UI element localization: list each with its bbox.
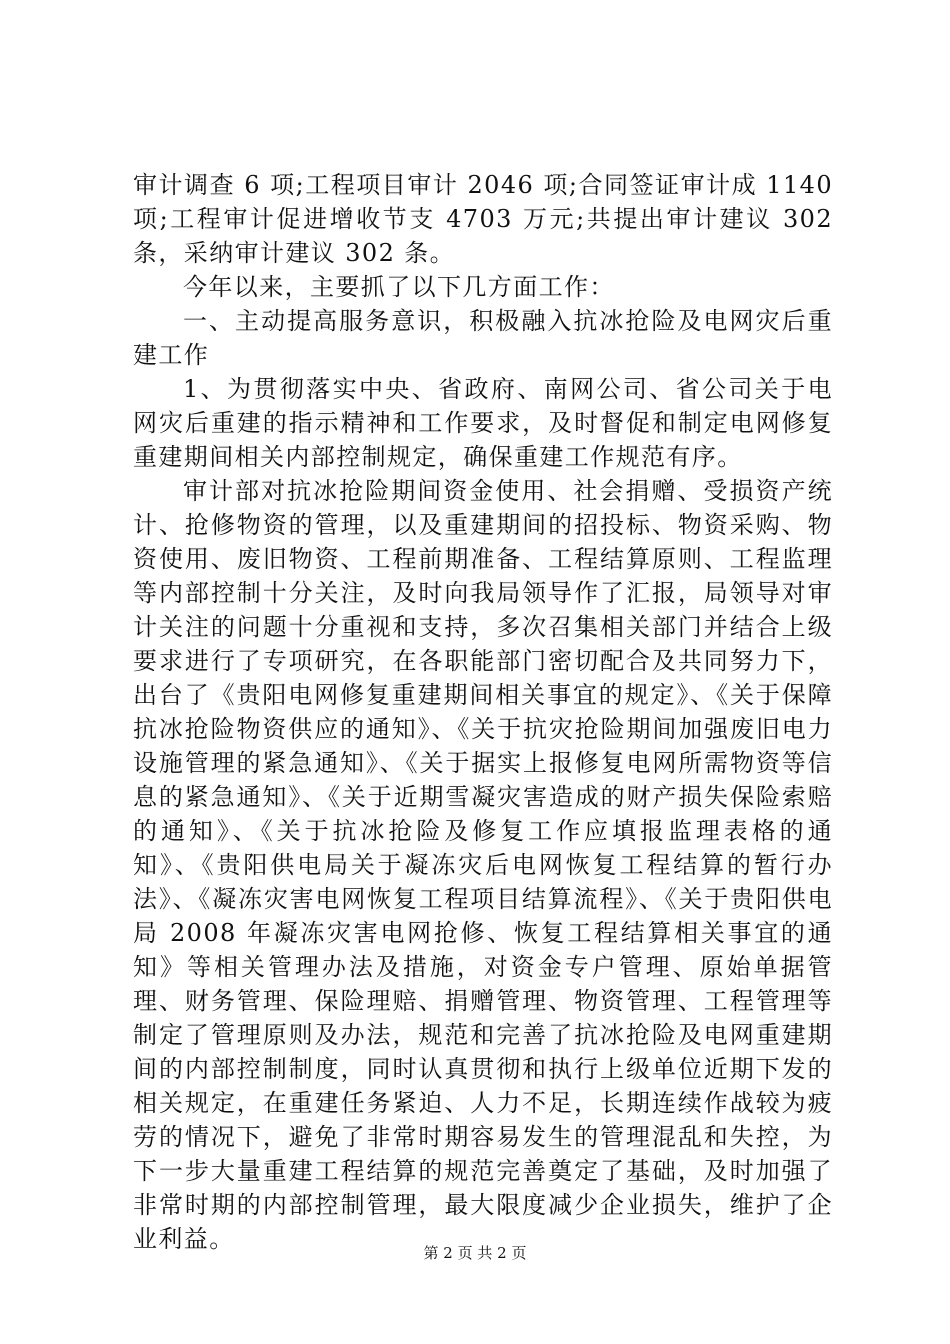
page-footer: [0, 1243, 950, 1263]
page-number: 第 2 页: [423, 1244, 473, 1262]
page-total: 共 2 页: [477, 1244, 527, 1262]
paragraph-intro: 今年以来，主要抓了以下几方面工作：: [183, 273, 615, 301]
section-heading-1: 一、主动提高服务意识，积极融入抗冰抢险及电网灾后重建工作: [133, 307, 833, 369]
paragraph-item-1: 1、为贯彻落实中央、省政府、南网公司、省公司关于电网灾后重建的指示精神和工作要求，及时督促和制定电网修复重建期间相关内部控制规定，确保重建工作规范有序。: [133, 375, 833, 471]
document-body: [133, 168, 833, 1256]
paragraph-audit-statistics: 审计调查 6 项;工程项目审计 2046 项;合同签证审计成 1140 项;工程审计促进增收节支 4703 万元;共提出审计建议 302 条，采纳审计建议 302 条。: [133, 171, 833, 267]
paragraph-audit-details: 审计部对抗冰抢险期间资金使用、社会捐赠、受损资产统计、抢修物资的管理，以及重建期间的招投标、物资采购、物资使用、废旧物资、工程前期准备、工程结算原则、工程监理等内部控制十分关注，及时向我局领导作了汇报，局领导对审计关注的问题十分重视和支持，多次召集相关部门并结合上级要求进行了专项研究，在各职能部门密切配合及共同努力下，出台了《贵阳电网修复重建期间相关事宜的规定》、《关于保障抗冰抢险物资供应的通知》、《关于抗灾抢险期间加强废旧电力设施管理的紧急通知》、《关于据实上报修复电网所需物资等信息的紧急通知》、《关于近期雪凝灾害造成的财产损失保险索赔的通知》、《关于抗冰抢险及修复工作应填报监理表格的通知》、《贵阳供电局关于凝冻灾后电网恢复工程结算的暂行办法》、《凝冻灾害电网恢复工程项目结算流程》、《关于贵阳供电局 2008 年凝冻灾害电网抢修、恢复工程结算相关事宜的通知》等相关管理办法及措施，对资金专户管理、原始单据管理、财务管理、保险理赔、捐赠管理、物资管理、工程管理等制定了管理原则及办法，规范和完善了抗冰抢险及电网重建期间的内部控制制度，同时认真贯彻和执行上级单位近期下发的相关规定，在重建任务紧迫、人力不足，长期连续作战较为疲劳的情况下，避免了非常时期容易发生的管理混乱和失控，为下一步大量重建工程结算的规范完善奠定了基础，及时加强了非常时期的内部控制管理，最大限度减少企业损失，维护了企业利益。: [133, 477, 833, 1253]
